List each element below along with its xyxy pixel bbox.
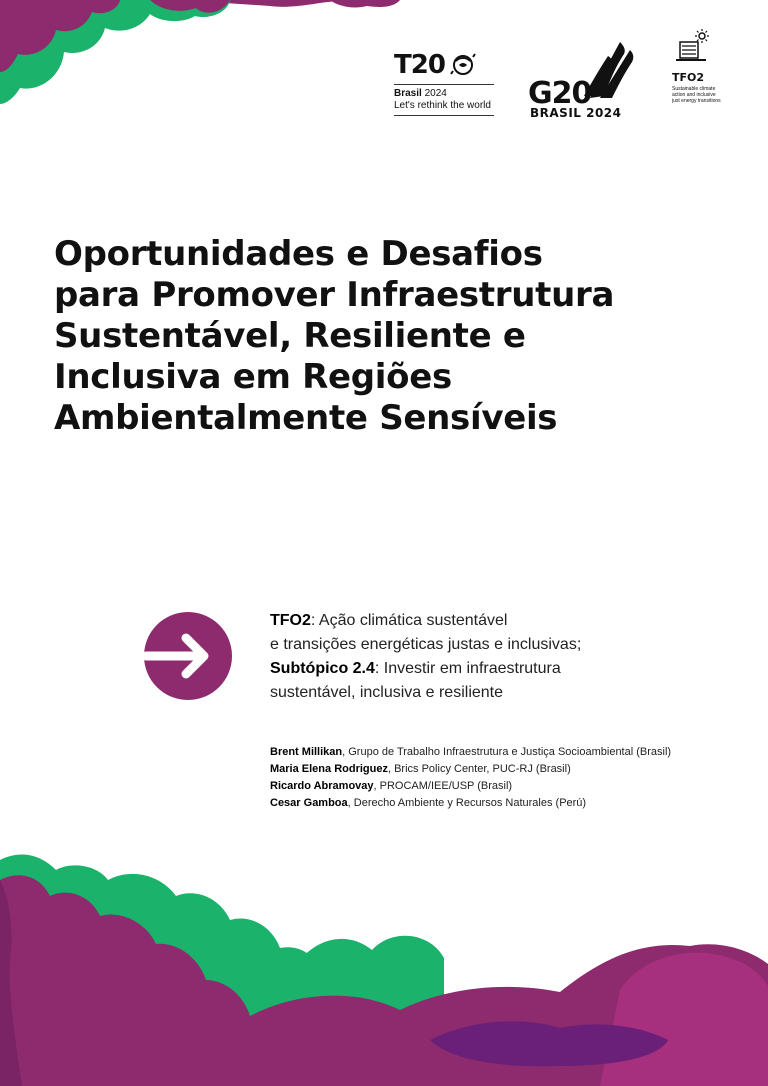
title-line: para Promover Infraestrutura [54,275,615,315]
t20-subtitle: Brasil 2024 [394,88,447,99]
tfo2-label: TFO2 [672,71,705,84]
t20-tagline: Let's rethink the world [394,100,491,111]
document-title [54,234,734,439]
tfo2-logo [672,28,722,104]
topic-line: TFO2: Ação climática sustentável [270,612,508,629]
title-line: Ambientalmente Sensíveis [54,398,558,438]
title-line: Sustentável, Resiliente e [54,316,526,356]
t20-logo [394,50,494,116]
title-line: Inclusiva em Regiões [54,357,452,397]
subtopic-line: sustentável, inclusiva e resiliente [270,684,504,701]
author-entry: Cesar Gamboa, Derecho Ambiente y Recursos Naturales (Perú) [270,797,587,809]
g20-subtitle: BRASIL 2024 [530,106,622,120]
arrow-right-icon [144,612,232,700]
title-line: Oportunidades e Desafios [54,234,543,274]
authors-list [270,744,740,812]
t20-divider [394,84,494,85]
g20-wordmark: G20 [528,76,592,111]
t20-wordmark: T20 [394,50,445,80]
tfo2-description: Sustainable climate action and inclusive just energy transitions [672,86,721,104]
t20-divider-bottom [394,115,494,116]
globe-recycle-icon [449,51,477,79]
author-entry: Brent Millikan, Grupo de Trabalho Infraestrutura e Justiça Socioambiental (Brasil) [270,746,672,758]
topic-line: e transições energéticas justas e inclusivas; [270,636,582,653]
subtopic-line: Subtópico 2.4: Investir em infraestrutura [270,660,561,677]
g20-logo [526,40,638,120]
author-entry: Ricardo Abramovay, PROCAM/IEE/USP (Brasil) [270,780,513,792]
bottom-foliage-decoration [0,840,768,1086]
sun-building-icon [672,28,712,64]
author-entry: Maria Elena Rodriguez, Brics Policy Center, PUC-RJ (Brasil) [270,763,571,775]
top-foliage-decoration [0,0,400,110]
topic-block [270,609,730,705]
